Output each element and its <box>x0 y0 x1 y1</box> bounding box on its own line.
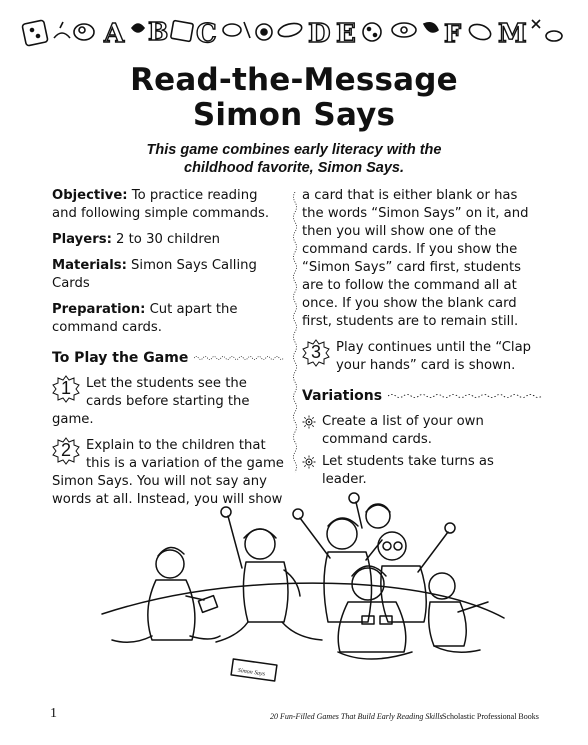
intro-text <box>100 141 488 177</box>
preparation-text: Cut apart the command cards. <box>52 302 238 335</box>
objective-text: To practice reading and following simple commands. <box>52 188 270 221</box>
floor-card-text: Simon Says <box>237 667 266 678</box>
dotted-rule-decoration <box>388 392 542 400</box>
to-play-heading-text: To Play the Game <box>52 350 189 366</box>
svg-text:F: F <box>444 19 462 48</box>
players-text: 2 to 30 children <box>111 232 220 247</box>
children-playing-illustration <box>92 486 512 696</box>
svg-text:D: D <box>308 19 331 49</box>
sun-bullet-icon <box>302 455 316 469</box>
right-column <box>302 187 542 493</box>
svg-text:M: M <box>498 19 527 49</box>
page-title-line-2: Simon Says <box>192 97 396 133</box>
variation-item <box>302 453 542 489</box>
step-number: 1 <box>60 378 71 398</box>
variation-item <box>302 413 542 449</box>
to-play-heading <box>52 349 284 367</box>
preparation-label: Preparation: <box>52 302 146 317</box>
page-title-line-1: Read-the-Message <box>130 62 458 98</box>
step-number-badge <box>52 437 80 465</box>
column-divider-decoration <box>291 192 299 492</box>
variation-text: Let students take turns as leader. <box>322 454 494 487</box>
step-number-badge <box>302 339 330 367</box>
svg-text:B: B <box>148 17 169 46</box>
preparation <box>52 301 284 337</box>
materials <box>52 257 284 293</box>
page-number: 1 <box>50 706 57 721</box>
alphabet-border-decoration <box>20 8 568 54</box>
objective <box>52 187 284 223</box>
footer-publisher: Scholastic Professional Books <box>442 712 539 721</box>
svg-text:E: E <box>336 19 356 49</box>
step-3 <box>302 339 542 375</box>
players-label: Players: <box>52 232 112 247</box>
svg-text:A: A <box>104 19 125 49</box>
step-number: 3 <box>310 342 321 362</box>
left-column <box>52 187 284 517</box>
svg-text:C: C <box>196 19 217 49</box>
dotted-rule-decoration <box>194 354 284 362</box>
objective-label: Objective: <box>52 188 128 203</box>
materials-label: Materials: <box>52 258 127 273</box>
players <box>52 231 284 249</box>
step-3-text: Play continues until the “Clap your hands” card is shown. <box>336 340 532 373</box>
step-number-badge <box>52 375 80 403</box>
footer-book-title: 20 Fun-Filled Games That Build Early Reading Skills <box>270 712 443 721</box>
intro-line-1: This game combines early literacy with the <box>146 142 442 158</box>
sun-bullet-icon <box>302 415 316 429</box>
step-1 <box>52 375 284 429</box>
step-1-text: Let the students see the cards before starting the game. <box>52 376 250 427</box>
step-number: 2 <box>60 440 71 460</box>
variations-heading <box>302 387 542 405</box>
step-2-continuation: a card that is either blank or has the words “Simon Says” on it, and then you will show one of the command cards. If you show the “Simon Says” card first, students are to follow the command all at once. If you show the blank card first, students are to remain still. <box>302 188 529 329</box>
variations-heading-text: Variations <box>302 388 383 404</box>
materials-text: Simon Says Calling Cards <box>52 258 257 291</box>
intro-line-2: childhood favorite, Simon Says. <box>184 160 404 176</box>
step-2-text: Explain to the children that this is a variation of the game Simon Says. You will not say any words at all. Instead, you will show <box>52 438 284 507</box>
variation-text: Create a list of your own command cards. <box>322 414 484 447</box>
